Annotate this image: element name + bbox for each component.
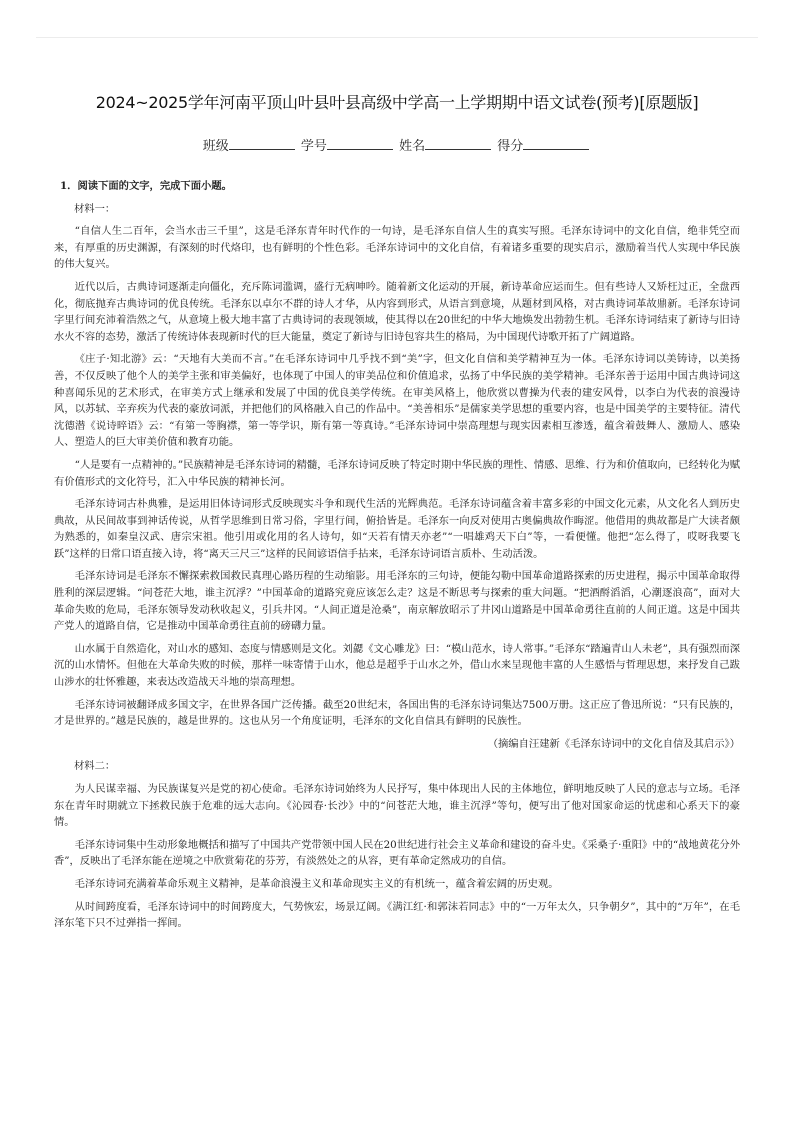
material-two-paragraph: 从时间跨度看，毛泽东诗词中的时间跨度大，气势恢宏，场景辽阔。《满江红·和郭沫若同志》中的“一万年太久，只争朝夕”，其中的“万年”，在毛泽东笔下只不过弹指一挥间。 — [54, 900, 740, 930]
material-one-paragraph: 毛泽东诗词是毛泽东不懈探索救国救民真理心路历程的生动缩影。用毛泽东的三句诗，便能勾勒中国革命道路探索的历史进程，揭示中国革命取得胜利的深层逻辑。“问苍茫大地，谁主沉浮？”中国革命的道路究竟应该怎么走？这是不断思考与探索的重大问题。“把酒酹滔滔，心潮逐浪高”，面对大革命失败的危局，毛泽东领导发动秋收起义，引兵井冈。“人间正道是沧桑”，南京解放昭示了井冈山道路是中国革命勇往直前的人间正道。这是中国共产党人的道路自信，它是推动中国革命勇往直前的磅礴力量。 — [54, 570, 740, 633]
material-two-paragraph: 为人民谋幸福、为民族谋复兴是党的初心使命。毛泽东诗词始终为人民抒写，集中体现出人民的主体地位，鲜明地反映了人民的意志与立场。毛泽东在青年时期就立下拯救民族于危难的远大志向。《沁园春·长沙》中的“问苍茫大地，谁主沉浮”等句，便写出了他对国家命运的忧虑和心系天下的豪情。 — [54, 783, 740, 829]
score-blank — [523, 136, 589, 150]
material-two-label: 材料二： — [74, 760, 116, 773]
material-one-paragraph: 毛泽东诗词被翻译成多国文字，在世界各国广泛传播。截至20世纪末，各国出售的毛泽东诗词集达7500万册。这正应了鲁迅所说：“只有民族的，才是世界的。”越是民族的，越是世界的。这也从另一个角度证明，毛泽东的文化自信具有鲜明的民族性。 — [54, 698, 740, 728]
name-blank — [425, 136, 491, 150]
material-one-paragraph: 《庄子·知北游》云：“天地有大美而不言。”在毛泽东诗词中几乎找不到“美”字，但文化自信和美学精神互为一体。毛泽东诗词以美铸诗，以美扬善，不仅反映了他个人的美学主张和审美偏好，也体现了中国人的审美品位和价值追求，弘扬了中华民族的美学精神。毛泽东善于运用中国古典诗词这种喜闻乐见的艺术形式，在审美方式上继承和发展了中国的优良美学传统。在审美风格上，他欣赏以曹操为代表的建安风骨，以李白为代表的浪漫诗风，以苏轼、辛弃疾为代表的豪放词派，并把他们的风格融入自己的作品中。“美善相乐”是儒家美学思想的重要内容，也是中国美学的主要特征。清代沈德潜《说诗晬语》云：“有第一等胸襟，第一等学识，斯有第一等真诗。”毛泽东诗词中崇高理想与现实因素相互渗透，蕴含着鼓舞人、激励人、感染人、塑造人的巨大审美价值和教育功能。 — [54, 353, 740, 449]
material-one-paragraph: 近代以后，古典诗词逐渐走向僵化，充斥陈词滥调，盛行无病呻吟。随着新文化运动的开展，新诗革命应运而生。但有些诗人又矫枉过正，全盘西化，彻底抛弃古典诗词的优良传统。毛泽东以卓尔不群的诗人才华，从内容到形式，从语言到意境，从题材到风格，对古典诗词革故鼎新。毛泽东诗词字里行间充沛着浩然之气，从意境上极大地丰富了古典诗词的表现领域，使其得以在20世纪的中华大地焕发出勃勃生机。毛泽东诗词结束了新诗与旧诗水火不容的态势，激活了传统诗体表现新时代的巨大能量，奠定了新诗与旧诗包容共生的格局，为中国现代诗歌开拓了广阔道路。 — [54, 280, 740, 343]
material-two-paragraph: 毛泽东诗词集中生动形象地概括和描写了中国共产党带领中国人民在20世纪进行社会主义革命和建设的奋斗史。《采桑子·重阳》中的“战地黄花分外香”，反映出了毛泽东能在逆境之中欣赏菊花的芬芳，有淡然处之的从容，更有革命定然成功的自信。 — [54, 838, 740, 868]
material-one-paragraph: “人是要有一点精神的。”民族精神是毛泽东诗词的精髓，毛泽东诗词反映了特定时期中华民族的理性、情感、思维、行为和价值取向，已经转化为赋有价值形式的文化符号，汇入中华民族的精神长河。 — [54, 458, 740, 488]
student-info-line — [0, 136, 794, 155]
question-heading: 1．阅读下面的文字，完成下面小题。 — [60, 180, 232, 192]
top-divider — [36, 37, 758, 38]
class-blank — [229, 136, 295, 150]
student-number-field-label: 学号 — [300, 139, 327, 154]
exam-title: 2024~2025学年河南平顶山叶县叶县高级中学高一上学期期中语文试卷(预考)[原题版] — [95, 93, 699, 112]
material-two-paragraph: 毛泽东诗词充满着革命乐观主义精神，是革命浪漫主义和革命现实主义的有机统一，蕴含着宏阔的历史观。 — [74, 877, 559, 890]
material-one-paragraph: 毛泽东诗词古朴典雅，是运用旧体诗词形式反映现实斗争和现代生活的光辉典范。毛泽东诗词蕴含着丰富多彩的中国文化元素，从文化名人到历史典故，从民间故事到神话传说，从哲学思维到日常习俗，字里行间，俯拾皆是。毛泽东一向反对使用古奥偏典故作晦涩。他借用的典故都是广大读者颇为熟悉的，如秦皇汉武、唐宗宋祖。他引用或化用的名人诗句，如“天若有情天亦老”“一唱雄鸡天下白”等，一看便懂。他把“怎么得了，哎呀我要飞跃”这样的日常口语直接入诗，将“离天三尺三”这样的民间谚语信手拈来，毛泽东诗词语言质朴、生动活泼。 — [54, 498, 740, 560]
score-field-label: 得分 — [497, 139, 524, 154]
material-one-paragraph: 山水属于自然造化，对山水的感知、态度与情感则是文化。刘勰《文心雕龙》曰：“模山范水，诗人常事。”毛泽东“踏遍青山人未老”，具有强烈而深沉的山水情怀。但他在大革命失败的时候，那样一味寄情于山水，他总是超乎于山水之外，借山水来呈现他丰富的人生感悟与哲理思想，来抒发自己跋山涉水的壮怀雅趣，来表达改造战天斗地的崇高理想。 — [54, 642, 740, 689]
material-one-paragraph: “自信人生二百年，会当水击三千里”，这是毛泽东青年时代作的一句诗，是毛泽东自信人生的真实写照。毛泽东诗词中的文化自信，绝非凭空而来，有厚重的历史渊源，有深刻的时代烙印，也有鲜明的个性色彩。毛泽东诗词中的文化自信，有着诸多重要的现实启示，激励着当代人实现中华民族的伟大复兴。 — [54, 225, 740, 271]
material-one-label: 材料一： — [74, 202, 116, 215]
exam-content — [54, 178, 740, 938]
name-field-label: 姓名 — [399, 139, 426, 154]
student-number-blank — [327, 136, 393, 150]
class-field-label: 班级 — [202, 139, 229, 154]
material-one-source: （摘编自汪建新《毛泽东诗词中的文化自信及其启示》） — [487, 737, 740, 750]
